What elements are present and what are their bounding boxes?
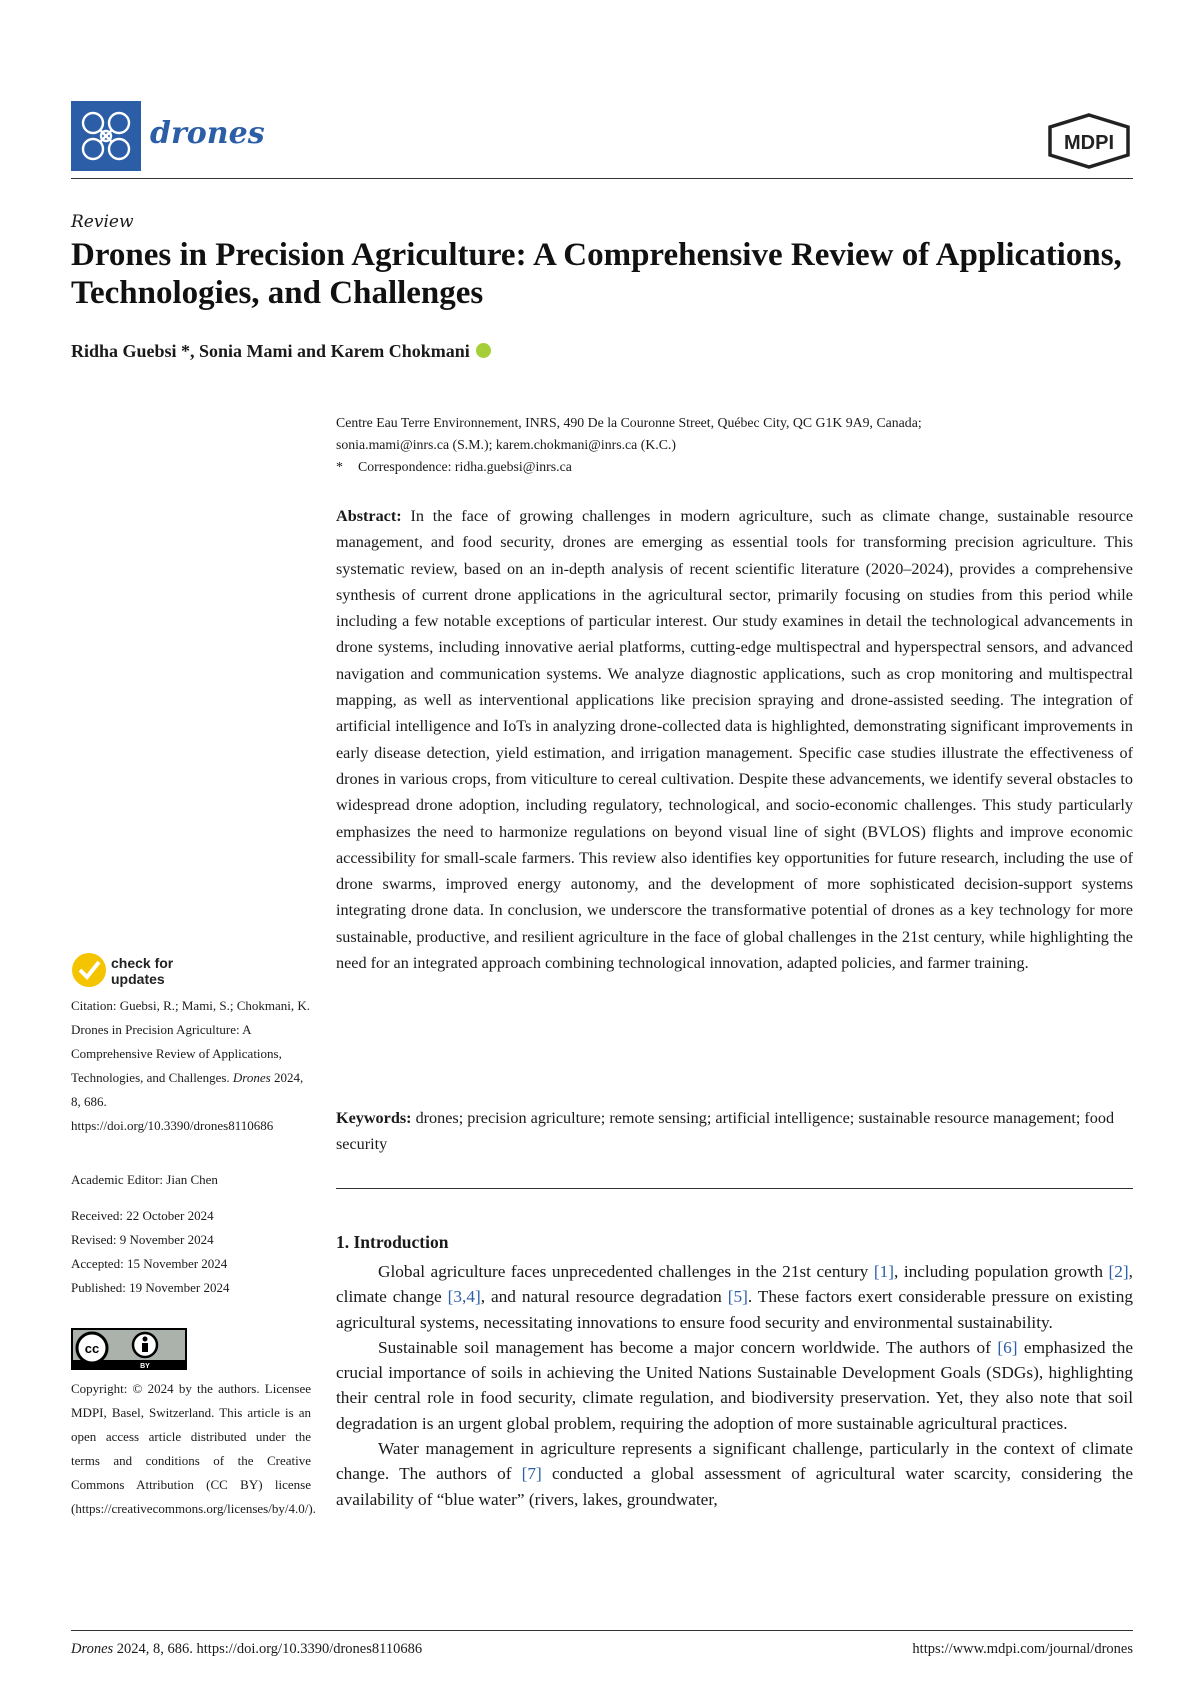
abstract-text: In the face of growing challenges in modern agriculture, such as climate change, sustainable resource management, and food security, drones are emerging as essential tools for transforming precision agriculture. This systematic review, based on an in-depth analysis of recent scientific literature (2020–2024), provides a comprehensive synthesis of current drone applications in the agricultural sector, primarily focusing on studies from this period while including a few notable exceptions of particular interest. Our study examines in detail the technological advancements in drone systems, including innovative aerial platforms, cutting-edge multispectral and hyperspectral sensors, and advanced navigation and communication systems. We analyze diagnostic applications, such as crop monitoring and multispectral mapping, as well as interventional applications like precision spraying and drone-assisted seeding. The integration of artificial intelligence and IoTs in analyzing drone-collected data is highlighted, demonstrating significant improvements in early disease detection, yield estimation, and irrigation management. Specific case studies illustrate the effectiveness of drones in various crops, from viticulture to cereal cultivation. Despite these advancements, we identify several obstacles to widespread drone adoption, including regulatory, technological, and socio-economic challenges. This study particularly emphasizes the need to harmonize regulations on beyond visual line of sight (BVLOS) flights and improve economic accessibility for small-scale farmers. This review also identifies key opportunities for future research, including the use of drone swarms, improved energy autonomy, and the development of more sophisticated decision-support systems integrating drone data. In conclusion, we underscore the transformative potential of drones as a key technology for more sustainable, productive, and resilient agriculture in the face of global challenges in the 21st century, while highlighting the need for an integrated approach combining technological innovation, adapted policies, and farmer training.: [336, 507, 1134, 973]
article-type: Review: [71, 212, 134, 232]
section-heading-introduction: 1. Introduction: [336, 1232, 449, 1252]
correspondence-email[interactable]: Correspondence: ridha.guebsi@inrs.ca: [358, 459, 572, 474]
citation-doi[interactable]: 2024, 8, 686. https://doi.org/10.3390/drones8110686: [71, 1070, 304, 1133]
mdpi-logo-icon: [1045, 112, 1133, 170]
keywords: [336, 1105, 1133, 1157]
abstract: [336, 503, 1133, 976]
citation-link[interactable]: [3,4]: [447, 1287, 481, 1307]
text-run: Water management in agriculture represents a significant challenge, particularly in the context of climate change. The authors of: [336, 1439, 1133, 1484]
check-updates-line2: updates: [111, 971, 165, 987]
header-divider: [71, 178, 1133, 179]
check-for-updates-badge[interactable]: [71, 950, 191, 990]
affiliation-emails: sonia.mami@inrs.ca (S.M.); karem.chokmani@inrs.ca (K.C.): [336, 437, 676, 452]
text-run: conducted a global assessment of agricultural water scarcity, considering the availability of “blue water” (rivers, lakes, groundwater,: [336, 1464, 1134, 1509]
paragraph: [336, 1335, 1133, 1436]
text-run: , climate change: [336, 1262, 1133, 1307]
orcid-icon[interactable]: [476, 343, 491, 358]
citation-label: Citation:: [71, 998, 117, 1013]
footer-citation: [71, 1641, 422, 1658]
footer-journal: Drones: [71, 1641, 114, 1657]
copyright-text: © 2024 by the authors. Licensee MDPI, Basel, Switzerland. This article is an open access article distributed under the terms and conditions of the Creative Commons Attribution (CC BY) license (https://creativecommons.org/licenses/by/4.0/).: [71, 1381, 316, 1516]
footer-journal-url[interactable]: https://www.mdpi.com/journal/drones: [912, 1641, 1133, 1657]
article-title: Drones in Precision Agriculture: A Comprehensive Review of Applications, Technologies, and Challenges: [71, 237, 1122, 311]
text-run: . These factors exert considerable pressure on existing agricultural systems, necessitating innovations to ensure food security and environmental sustainability.: [336, 1287, 1133, 1332]
article-dates: [71, 1204, 311, 1300]
affiliation: [336, 412, 1133, 478]
accepted-date: Accepted: 15 November 2024: [71, 1256, 228, 1271]
correspondence: [336, 456, 1133, 478]
citation-text: Guebsi, R.; Mami, S.; Chokmani, K. Drones in Precision Agriculture: A Comprehensive Review of Applications, Technologies, and Challenges.: [71, 998, 311, 1085]
citation-link[interactable]: [5]: [727, 1287, 748, 1307]
correspondence-mark: *: [336, 459, 343, 474]
keywords-text: drones; precision agriculture; remote sensing; artificial intelligence; sustainable resource management; food security: [336, 1109, 1115, 1153]
by-label: BY: [140, 1363, 150, 1370]
paragraph: [336, 1259, 1133, 1335]
text-run: Sustainable soil management has become a major concern worldwide. The authors of: [378, 1337, 998, 1357]
check-updates-line1: check for: [111, 955, 174, 971]
citation-link[interactable]: [1]: [873, 1262, 894, 1281]
citation-link[interactable]: [6]: [997, 1337, 1018, 1357]
journal-logo-icon: [71, 101, 141, 171]
footer-doi[interactable]: 2024, 8, 686. https://doi.org/10.3390/drones8110686: [116, 1641, 423, 1657]
introduction-body: [336, 1259, 1133, 1512]
footer-divider: [71, 1630, 1133, 1631]
authors-text: Ridha Guebsi *, Sonia Mami and Karem Chokmani: [71, 341, 470, 361]
citation-link[interactable]: [7]: [521, 1464, 542, 1484]
citation-block: [71, 994, 311, 1138]
text-run: emphasized the crucial importance of soils in achieving the United Nations Sustainable Development Goals (SDGs), highlighting their central role in food security, climate regulation, and biodiversity preservation. Yet, they also note that soil degradation is an urgent global problem, requiring the adoption of more sustainable agricultural practices.: [336, 1337, 1134, 1433]
mdpi-logo-text: MDPI: [1064, 132, 1114, 154]
author-list: [71, 341, 491, 362]
citation-journal: Drones: [232, 1070, 271, 1085]
section-divider: [336, 1188, 1133, 1189]
received-date: Received: 22 October 2024: [71, 1208, 214, 1223]
keywords-label: Keywords:: [336, 1109, 412, 1127]
academic-editor: Academic Editor: Jian Chen: [71, 1172, 218, 1187]
paragraph: [336, 1436, 1133, 1512]
published-date: Published: 19 November 2024: [71, 1280, 230, 1295]
text-run: , and natural resource degradation: [480, 1287, 728, 1307]
journal-name: drones: [150, 116, 265, 151]
cc-label: cc: [84, 1341, 100, 1356]
cc-by-license-icon[interactable]: [71, 1328, 187, 1370]
revised-date: Revised: 9 November 2024: [71, 1232, 214, 1247]
copyright-label: Copyright:: [71, 1381, 128, 1396]
text-run: Global agriculture faces unprecedented challenges in the 21st century: [378, 1262, 874, 1281]
citation-link[interactable]: [2]: [1108, 1262, 1129, 1281]
copyright-notice: [71, 1377, 316, 1521]
abstract-label: Abstract:: [336, 507, 402, 525]
text-run: , including population growth: [893, 1262, 1109, 1281]
affiliation-line: Centre Eau Terre Environnement, INRS, 490 De la Couronne Street, Québec City, QC G1K 9A9, Canada;: [336, 415, 922, 430]
